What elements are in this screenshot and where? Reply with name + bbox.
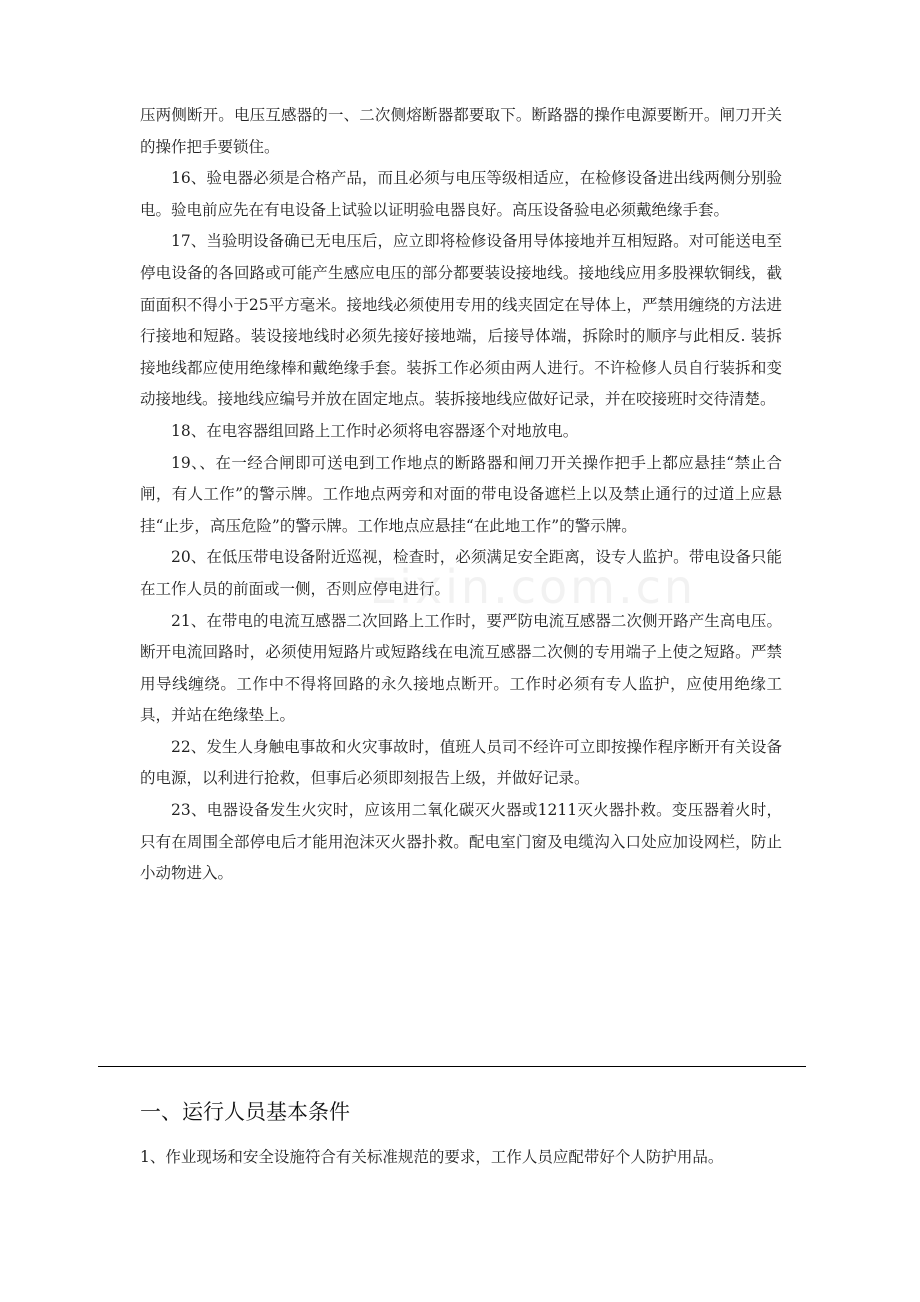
paragraph-continuation: 压两侧断开。电压互感器的一、二次侧熔断器都要取下。断路器的操作电源要断开。闸刀开关的操作把手要锁住。	[140, 106, 782, 156]
paragraph-item-23: 23、电器设备发生火灾时，应该用二氧化碳灭火器或1211灭火器扑救。变压器着火时，只有在周围全部停电后才能用泡沫灭火器扑救。配电室门窗及电缆沟入口处应加设网栏，防止小动物进入。	[140, 801, 782, 883]
document-body	[140, 100, 782, 890]
section-heading: 一、运行人员基本条件	[140, 1100, 350, 1124]
watermark: zixin.com.cn	[372, 560, 697, 614]
paragraph-item-21: 21、在带电的电流互感器二次回路上工作时，要严防电流互感器二次侧开路产生高电压。断开电流回路时，必须使用短路片或短路线在电流互感器二次侧的专用端子上使之短路。严禁用导线缠绕。工作中不得将回路的永久接地点断开。工作时必须有专人监护，应使用绝缘工具，并站在绝缘垫上。	[140, 611, 782, 725]
paragraph-item-18: 18、在电容器组回路上工作时必须将电容器逐个对地放电。	[171, 421, 579, 440]
paragraph-item-22: 22、发生人身触电事故和火灾事故时，值班人员司不经许可立即按操作程序断开有关设备的电源，以利进行抢救，但事后必须即刻报告上级，并做好记录。	[140, 737, 782, 788]
paragraph-item-19: 19、、在一经合闸即可送电到工作地点的断路器和闸刀开关操作把手上都应悬挂“禁止合闸，有人工作”的警示牌。工作地点两旁和对面的带电设备遮栏上以及禁止通行的过道上应悬挂“止步，高压危险”的警示牌。工作地点应悬挂“在此地工作”的警示牌。	[140, 453, 782, 535]
paragraph-item-17: 17、当验明设备确已无电压后，应立即将检修设备用导体接地并互相短路。对可能送电至停电设备的各回路或可能产生感应电压的部分都要装设接地线。接地线应用多股裸软铜线，截面面积不得小于25平方毫米。接地线必须使用专用的线夹固定在导体上，严禁用缠绕的方法进行接地和短路。装设接地线时必须先接好接地端，后接导体端，拆除时的顺序与此相反. 装拆接地线都应使用绝缘棒和戴绝缘手套。装拆工作必须由两人进行。不许检修人员自行装拆和变动接地线。接地线应编号并放在固定地点。装拆接地线应做好记录，并在咬接班时交待清楚。	[140, 232, 782, 409]
paragraph-item-20: 20、在低压带电设备附近巡视，检查时，必须满足安全距离，设专人监护。带电设备只能在工作人员的前面或一侧，否则应停电进行。	[140, 548, 782, 598]
section-paragraph: 1、作业现场和安全设施符合有关标准规范的要求，工作人员应配带好个人防护用品。	[140, 1148, 724, 1166]
paragraph-item-16: 16、验电器必须是合格产品，而且必须与电压等级相适应，在检修设备进出线两侧分别验电。验电前应先在有电设备上试验以证明验电器良好。高压设备验电必须戴绝缘手套。	[140, 169, 782, 219]
section-divider	[98, 1066, 806, 1067]
